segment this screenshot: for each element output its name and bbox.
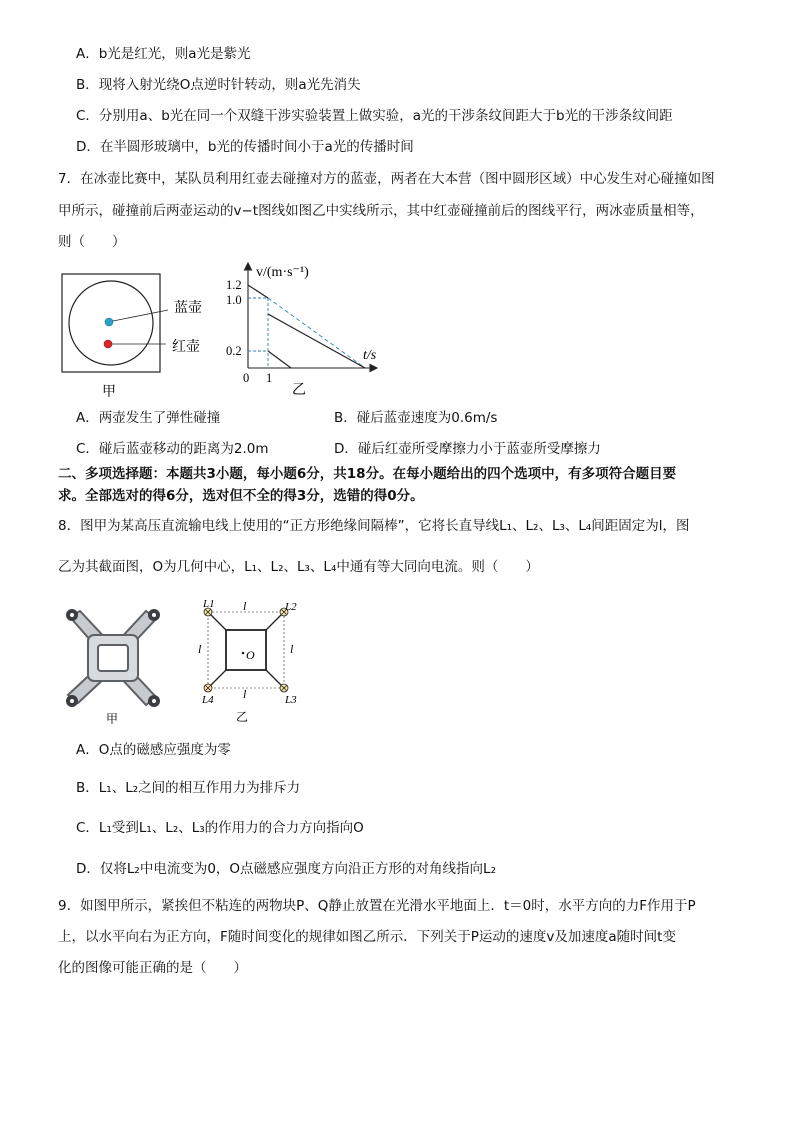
q9-stem-line2: 上，以水平向右为正方向，F随时间变化的规律如图乙所示．下列关于P运动的速度v及加速度a随时间t变 bbox=[58, 929, 676, 945]
q8-option-b: B．L₁、L₂之间的相互作用力为排斥力 bbox=[76, 780, 301, 796]
q8-option-d: D．仅将L₂中电流变为0，O点磁感应强度方向沿正方形的对角线指向L₂ bbox=[76, 861, 496, 877]
q7-figure-yi-vt-graph bbox=[220, 258, 395, 398]
q7-option-d: D．碰后红壶所受摩擦力小于蓝壶所受摩擦力 bbox=[334, 441, 601, 457]
y-tick-1.2: 1.2 bbox=[226, 278, 242, 292]
red-before-line bbox=[248, 285, 268, 298]
q7-option-c: C．碰后蓝壶移动的距离为2.0m bbox=[76, 441, 269, 457]
label-l1: L1 bbox=[203, 598, 215, 610]
q8-option-c: C．L₁受到L₁、L₂、L₃的作用力的合力方向指向O bbox=[76, 820, 364, 836]
q9-stem-line3: 化的图像可能正确的是（ ） bbox=[58, 960, 247, 976]
x-tick-1: 1 bbox=[266, 371, 273, 385]
figure-caption-yi: 乙 bbox=[292, 383, 306, 398]
y-tick-1.0: 1.0 bbox=[226, 293, 242, 307]
spacer-frame-hole bbox=[98, 645, 128, 671]
t-axis-label: t/s bbox=[363, 348, 377, 363]
label-l2: L2 bbox=[285, 601, 297, 613]
y-tick-0.2: 0.2 bbox=[226, 344, 242, 358]
red-stone-label: 红壶 bbox=[172, 340, 200, 355]
blue-stone-icon bbox=[105, 318, 113, 326]
side-label-bottom: l bbox=[243, 687, 247, 701]
figure-caption-yi: 乙 bbox=[236, 710, 249, 724]
red-after-line bbox=[268, 351, 291, 368]
side-label-left: l bbox=[198, 642, 202, 656]
center-dot bbox=[242, 652, 245, 655]
figure-caption-jia: 甲 bbox=[106, 712, 119, 725]
side-label-right: l bbox=[290, 642, 294, 656]
red-stone-icon bbox=[104, 340, 112, 348]
x-tick-0: 0 bbox=[243, 371, 250, 385]
q7-stem-line2: 甲所示，碰撞前后两壶运动的v−t图线如图乙中实线所示，其中红壶碰撞前后的图线平行，两冰壶质量相等， bbox=[58, 203, 704, 219]
figure-caption-jia: 甲 bbox=[102, 385, 116, 398]
blue-after-line bbox=[268, 314, 365, 368]
dashed-extension bbox=[268, 298, 365, 368]
q8-stem-line2: 乙为其截面图，O为几何中心，L₁、L₂、L₃、L₄中通有等大同向电流。则（ ） bbox=[58, 559, 539, 575]
q7-option-a: A．两壶发生了弹性碰撞 bbox=[76, 410, 221, 426]
q6-option-c: C．分别用a、b光在同一个双缝干涉实验装置上做实验，a光的干涉条纹间距大于b光的干涉条纹间距 bbox=[76, 108, 673, 124]
q6-option-a: A．b光是红光，则a光是紫光 bbox=[76, 46, 251, 62]
q7-option-b: B．碰后蓝壶速度为0.6m/s bbox=[334, 410, 498, 426]
q6-option-b: B．现将入射光绕O点逆时针转动，则a光先消失 bbox=[76, 77, 361, 93]
q7-stem-line1: 7．在冰壶比赛中，某队员利用红壶去碰撞对方的蓝壶，两者在大本营（图中圆形区域）中心发生对心碰撞如图 bbox=[58, 171, 715, 187]
q8-option-a: A．O点的磁感应强度为零 bbox=[76, 742, 231, 758]
section2-header-line1: 二、多项选择题：本题共3小题，每小题6分，共18分。在每小题给出的四个选项中，有多项符合题目要 bbox=[58, 466, 677, 482]
q7-stem-line3: 则（ ） bbox=[58, 234, 126, 250]
q6-option-d: D．在半圆形玻璃中，b光的传播时间小于a光的传播时间 bbox=[76, 139, 414, 155]
q8-figure-jia-spacer-photo bbox=[58, 605, 168, 725]
blue-stone-label: 蓝壶 bbox=[174, 301, 202, 316]
q8-stem-line1: 8．图甲为某高压直流输电线上使用的“正方形绝缘间隔棒”，它将长直导线L₁、L₂、L₃、L₄间距固定为l，图 bbox=[58, 518, 690, 534]
center-label-o: O bbox=[246, 648, 255, 662]
section2-header-line2: 求。全部选对的得6分，选对但不全的得3分，选错的得0分。 bbox=[58, 488, 424, 504]
q8-figure-yi-cross-section bbox=[196, 597, 306, 727]
label-l3: L3 bbox=[285, 694, 297, 706]
q9-stem-line1: 9．如图甲所示，紧挨但不粘连的两物块P、Q静止放置在光滑水平地面上．t＝0时，水平方向的力F作用于P bbox=[58, 898, 696, 914]
side-label-top: l bbox=[243, 599, 247, 613]
label-l4: L4 bbox=[202, 694, 214, 706]
v-axis-label: v/(m·s⁻¹) bbox=[256, 265, 309, 280]
q7-figure-jia bbox=[58, 268, 238, 398]
